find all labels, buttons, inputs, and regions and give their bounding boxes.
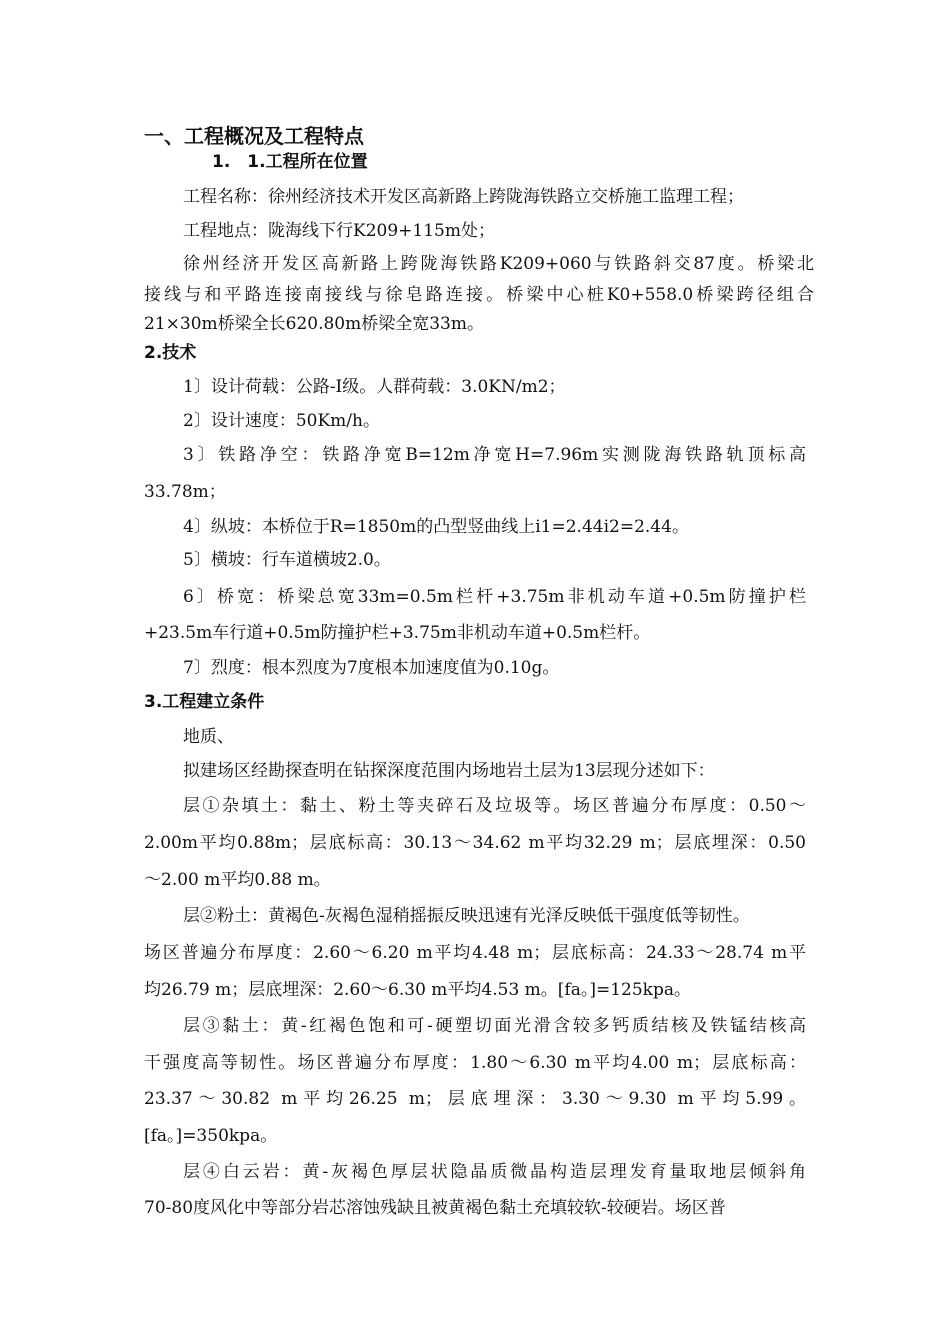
tech-item-4: 4〕纵坡：本桥位于R=1850m的凸型竖曲线上i1=2.44i2=2.44。 <box>183 517 689 537</box>
tech-item-6b: +23.5m车行道+0.5m防撞护栏+3.75m非机动车道+0.5m栏杆。 <box>144 623 651 643</box>
conditions-heading: 3.工程建立条件 <box>144 692 265 712</box>
layer1-line-2: 2.00m平均0.88m；层底标高：30.13～34.62 m平均32.29 m；层底埋深：0.50 <box>144 833 806 853</box>
layer4-line-2: 70-80度风化中等部分岩芯溶蚀残缺且被黄褐色黏土充填较软-较硬岩。场区普 <box>144 1198 726 1218</box>
layer3-line-1: 层③黏土：黄-红褐色饱和可-硬塑切面光滑含较多钙质结核及铁锰结核高 <box>183 1016 806 1036</box>
geology-intro: 拟建场区经勘探查明在钻探深度范围内场地岩土层为13层现分述如下： <box>183 761 715 781</box>
layer1-line-3: ～2.00 m平均0.88 m。 <box>144 870 331 890</box>
overview-line-1: 徐州经济开发区高新路上跨陇海铁路K209+060与铁路斜交87度。桥梁北 <box>183 254 814 274</box>
layer3-line-4: [fa。]=350kpa。 <box>144 1126 278 1146</box>
tech-item-2: 2〕设计速度：50Km/h。 <box>183 411 380 431</box>
layer3-line-3: 23.37～30.82 m平均26.25 m；层底埋深：3.30～9.30 m平均5.99。 <box>144 1089 806 1109</box>
layer1-line-1: 层①杂填土：黏土、粉土等夹碎石及垃圾等。场区普遍分布厚度：0.50～ <box>183 796 806 816</box>
section-title: 一、工程概况及工程特点 <box>144 124 364 148</box>
tech-item-7: 7〕烈度：根本烈度为7度根本加速度值为0.10g。 <box>183 658 560 678</box>
subsection-heading: 1. 1.工程所在位置 <box>212 152 368 172</box>
tech-heading: 2.技术 <box>144 343 197 363</box>
tech-item-5: 5〕横坡：行车道横坡2.0。 <box>183 550 391 570</box>
layer2-line-1: 层②粉土：黄褐色-灰褐色湿稍摇振反映迅速有光泽反映低干强度低等韧性。 <box>183 906 750 926</box>
geology-label: 地质、 <box>183 727 234 747</box>
overview-line-3: 21×30m桥梁全长620.80m桥梁全宽33m。 <box>144 314 484 334</box>
layer2-line-2: 场区普遍分布厚度：2.60～6.20 m平均4.48 m；层底标高：24.33～28.74 m平 <box>144 943 806 963</box>
tech-item-3b: 33.78m； <box>144 482 226 502</box>
project-site: 工程地点：陇海线下行K209+115m处； <box>183 221 495 241</box>
tech-item-3a: 3〕铁路净空：铁路净宽B=12m净宽H=7.96m实测陇海铁路轨顶标高 <box>183 445 806 465</box>
layer4-line-1: 层④白云岩：黄-灰褐色厚层状隐晶质微晶构造层理发育量取地层倾斜角 <box>183 1162 806 1182</box>
tech-item-6a: 6〕桥宽：桥梁总宽33m=0.5m栏杆+3.75m非机动车道+0.5m防撞护栏 <box>183 587 806 607</box>
project-name: 工程名称：徐州经济技术开发区高新路上跨陇海铁路立交桥施工监理工程； <box>183 187 744 207</box>
tech-item-1: 1〕设计荷载：公路-I级。人群荷载：3.0KN/m2； <box>183 377 566 397</box>
layer3-line-2: 干强度高等韧性。场区普遍分布厚度：1.80～6.30 m平均4.00 m；层底标高： <box>144 1053 806 1073</box>
overview-line-2: 接线与和平路连接南接线与徐皂路连接。桥梁中心桩K0+558.0桥梁跨径组合 <box>144 285 814 305</box>
layer2-line-3: 均26.79 m；层底埋深：2.60～6.30 m平均4.53 m。[fa。]=125kpa。 <box>144 980 691 1000</box>
